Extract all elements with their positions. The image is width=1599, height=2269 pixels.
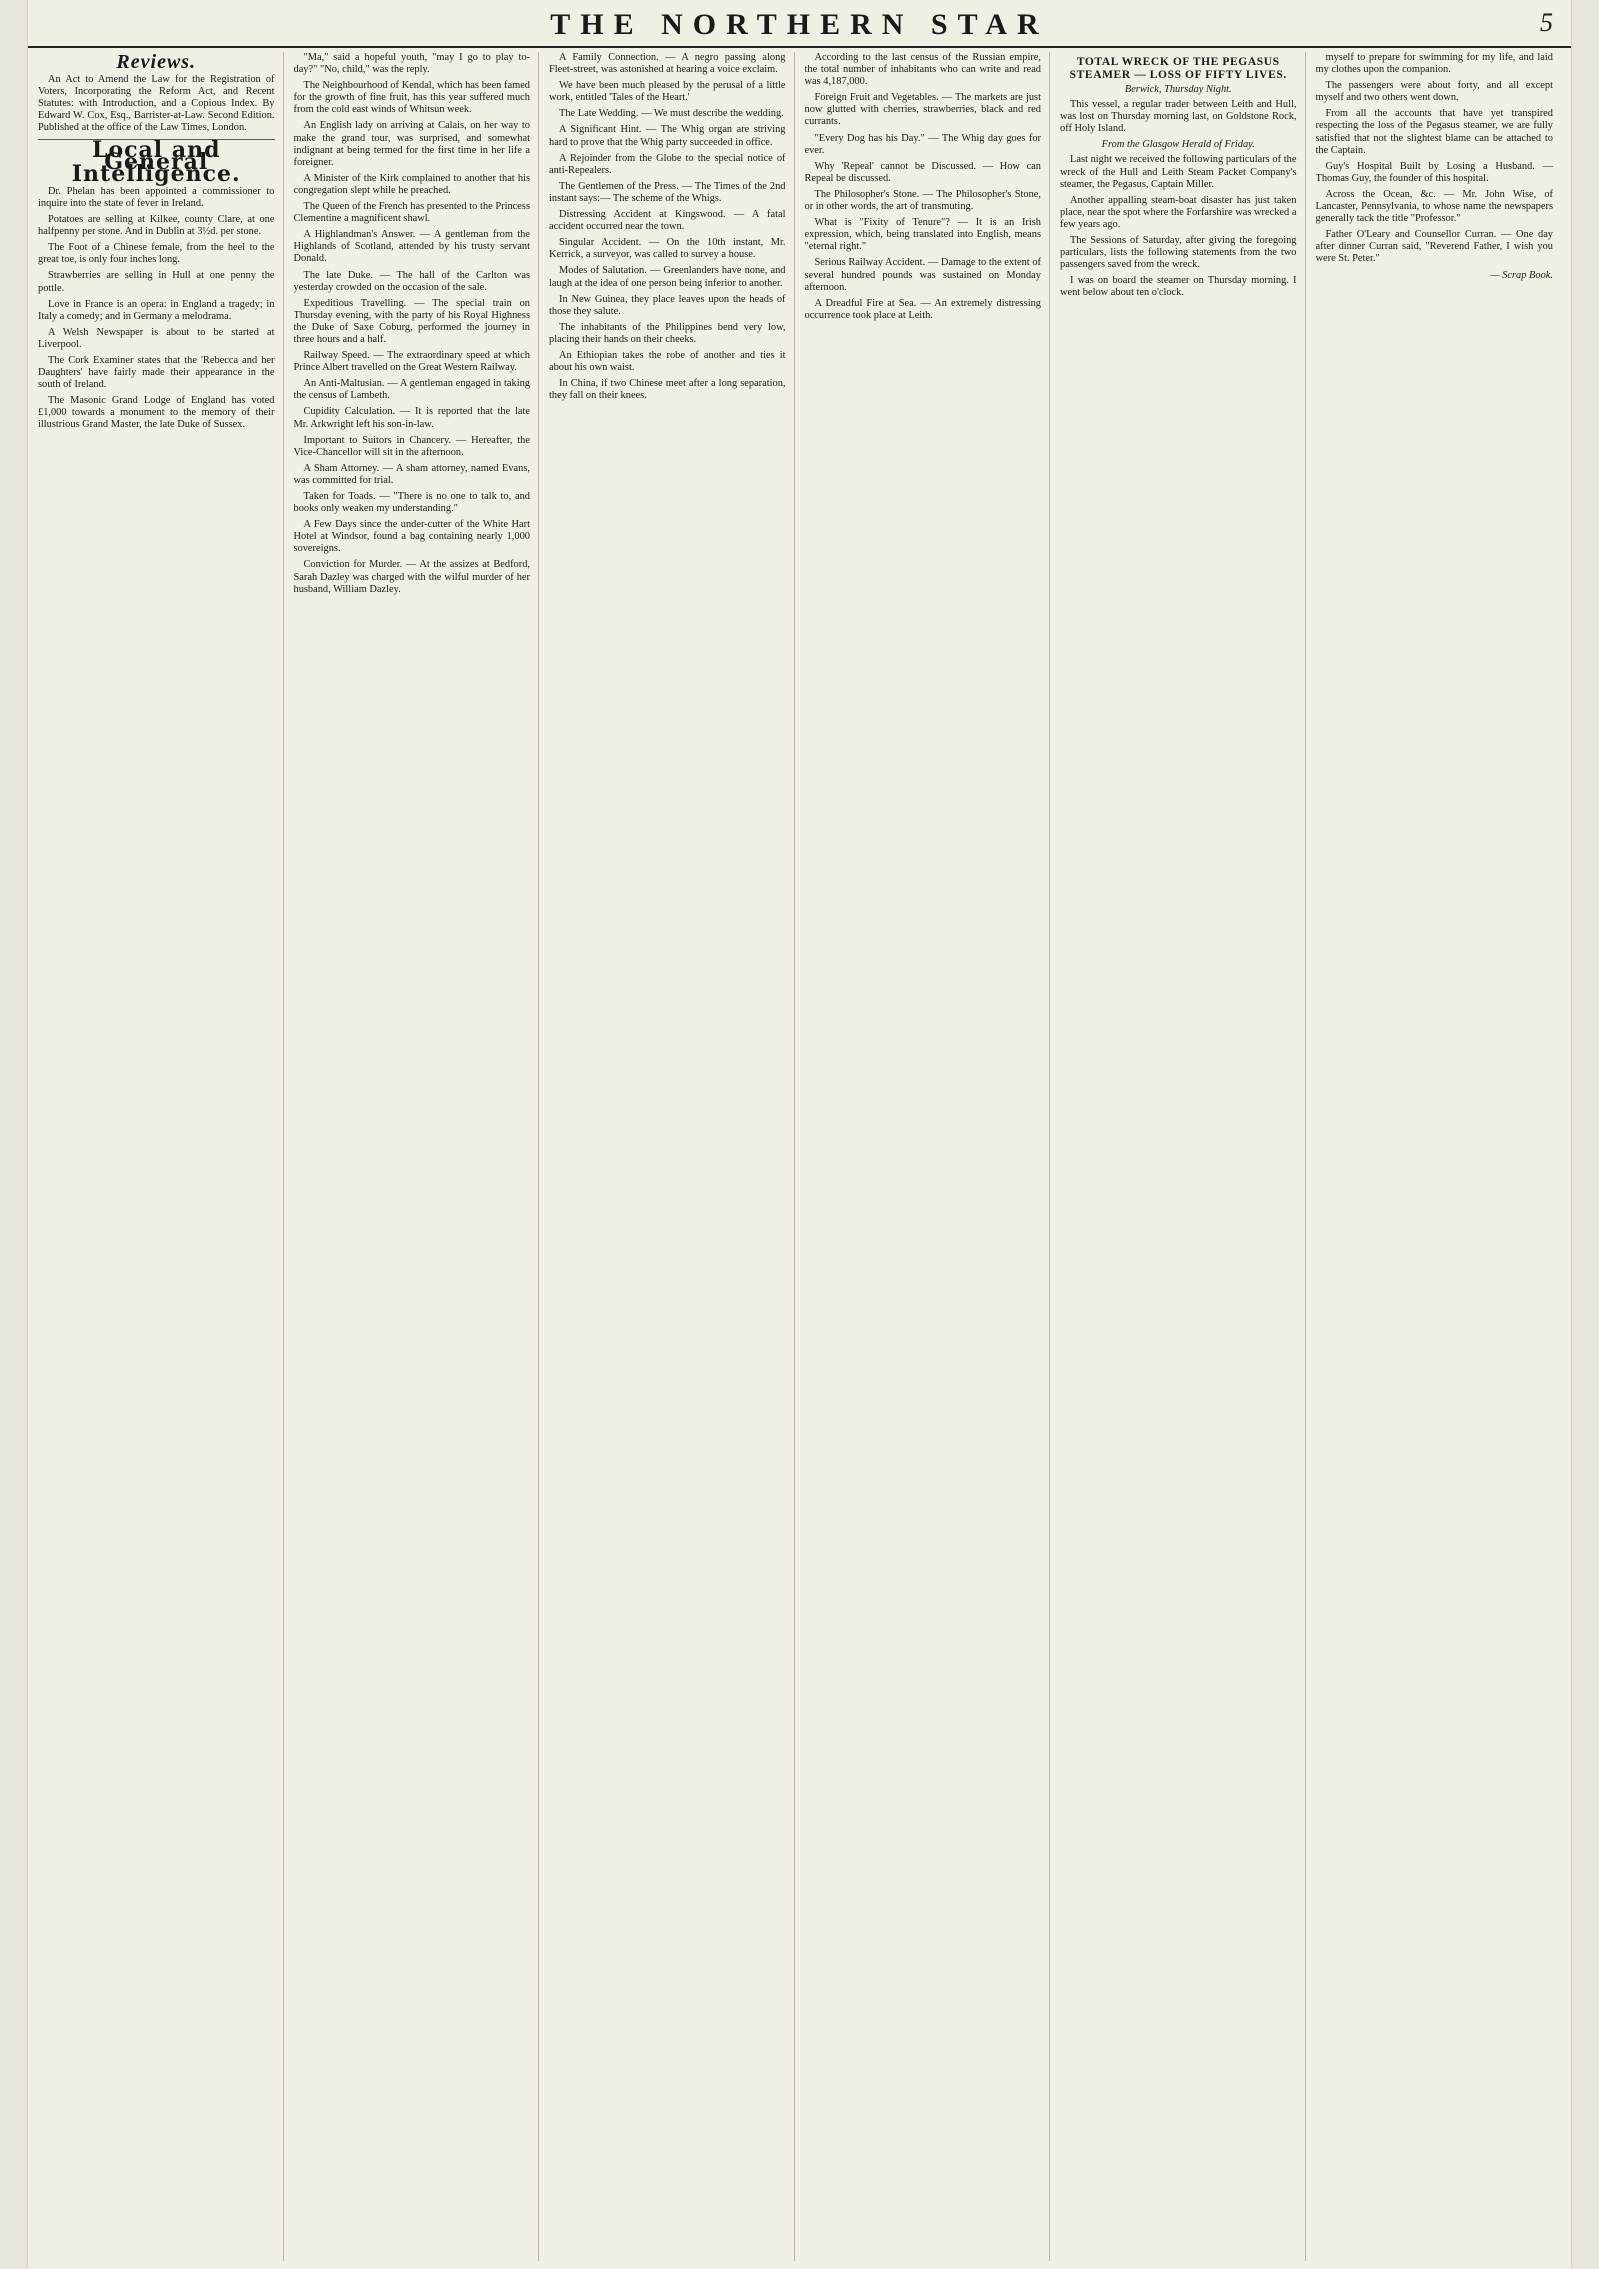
news-item: "Every Dog has his Day." — The Whig day goes for ever.: [804, 132, 1041, 156]
newspaper-title: THE NORTHERN STAR: [550, 8, 1049, 41]
news-item: An Anti-Maltusian. — A gentleman engaged in taking the census of Lambeth.: [293, 378, 530, 402]
news-item: Cupidity Calculation. — It is reported that the late Mr. Arkwright left his son-in-law.: [293, 406, 530, 430]
news-item: What is "Fixity of Tenure"? — It is an Irish expression, which, being translated into English, means "eternal right.": [804, 217, 1041, 253]
news-item: "Ma," said a hopeful youth, "may I go to play to-day?" "No, child," was the reply.: [293, 52, 530, 76]
news-item: Why 'Repeal' cannot be Discussed. — How can Repeal be discussed.: [804, 160, 1041, 184]
news-item: Strawberries are selling in Hull at one penny the pottle.: [38, 270, 275, 294]
news-item: The Late Wedding. — We must describe the wedding.: [559, 108, 784, 120]
news-item: The Queen of the French has presented to the Princess Clementine a magnificent shawl.: [293, 201, 530, 225]
news-item: An Ethiopian takes the robe of another and ties it about his own waist.: [549, 349, 786, 374]
news-item: A Few Days since the under-cutter of the White Hart Hotel at Windsor, found a bag containing nearly 1,000 sovereigns.: [293, 519, 530, 555]
column-5: [1060, 52, 1306, 2261]
news-item: This vessel, a regular trader between Leith and Hull, was lost on Thursday morning last, on Goldstone Rock, off Holy Island.: [1060, 99, 1297, 135]
news-item: The Gentlemen of the Press. — The Times of the 2nd instant says:— The scheme of the Whigs.: [549, 180, 786, 204]
news-item: Father O'Leary and Counsellor Curran. — One day after dinner Curran said, "Reverend Father, I wish you were St. Peter.": [1315, 229, 1553, 265]
news-item: The Masonic Grand Lodge of England has voted £1,000 towards a monument to the memory of their illustrious Grand Master, the late Duke of Sussex.: [38, 395, 275, 431]
reviews-heading: Reviews.: [116, 52, 197, 73]
news-item: The Sessions of Saturday, after giving the foregoing particulars, lists the following statements from the two passengers saved from the wreck.: [1060, 235, 1297, 271]
column-4: [805, 52, 1051, 2261]
news-item: Taken for Toads. — "There is no one to talk to, and books only weaken my understanding.": [293, 491, 530, 515]
news-item: Modes of Salutation. — Greenlanders have none, and laugh at the idea of one person being inferior to another.: [549, 265, 786, 289]
news-item: Guy's Hospital Built by Losing a Husband. — Thomas Guy, the founder of this hospital.: [1315, 160, 1553, 184]
columns: [38, 52, 1561, 2261]
column-1: [38, 52, 284, 2261]
news-item: The Philosopher's Stone. — The Philosopher's Stone, or in other words, the art of transmuting.: [804, 188, 1041, 213]
news-item: The Cork Examiner states that the 'Rebecca and her Daughters' have fairly made their appearance in the south of Ireland.: [38, 354, 275, 391]
news-item: Expeditious Travelling. — The special train on Thursday evening, with the party of his Royal Highness the Duke of Saxe Coburg, performed the journey in three hours and a half.: [293, 297, 530, 345]
credit-line: — Scrap Book.: [1490, 269, 1553, 281]
news-item: The Foot of a Chinese female, from the heel to the great toe, is only four inches long.: [38, 242, 275, 266]
source-line: From the Glasgow Herald of Friday.: [1101, 139, 1255, 151]
news-item: In New Guinea, they place leaves upon the heads of those they salute.: [549, 293, 786, 317]
news-item: Across the Ocean, &c. — Mr. John Wise, of Lancaster, Pennsylvania, to whose name the newspapers generally tack the title "Professor.": [1315, 188, 1553, 225]
news-item: A Family Connection. — A negro passing along Fleet-street, was astonished at hearing a voice exclaim.: [549, 52, 786, 76]
news-item: The passengers were about forty, and all except myself and two others went down.: [1315, 80, 1553, 104]
local-intelligence-heading: Local and General Intelligence.: [71, 136, 241, 187]
news-item: An English lady on arriving at Calais, on her way to make the grand tour, was surprised, and somewhat indignant at being termed for the first time in her life a foreigner.: [293, 120, 530, 168]
page-number: 5: [1540, 8, 1553, 37]
column-2: [294, 52, 540, 2261]
news-item: We have been much pleased by the perusal of a little work, entitled 'Tales of the Heart.': [549, 80, 786, 104]
news-item: I was on board the steamer on Thursday morning. I went below about ten o'clock.: [1060, 275, 1297, 299]
news-item: A Sham Attorney. — A sham attorney, named Evans, was committed for trial.: [293, 462, 530, 486]
pegasus-headline: TOTAL WRECK OF THE PEGASUS STEAMER — LOSS OF FIFTY LIVES.: [1069, 56, 1287, 81]
news-item: Railway Speed. — The extraordinary speed at which Prince Albert travelled on the Great Western Railway.: [293, 350, 530, 374]
news-item: Serious Railway Accident. — Damage to the extent of several hundred pounds was sustained on Monday afternoon.: [804, 257, 1041, 293]
news-item: A Welsh Newspaper is about to be started at Liverpool.: [38, 326, 275, 350]
news-item: The Neighbourhood of Kendal, which has been famed for the growth of fine fruit, has this year suffered much from the cold east winds of Whitsun week.: [293, 80, 530, 116]
news-item: Potatoes are selling at Kilkee, county Clare, at one halfpenny per stone. And in Dublin at 3½d. per stone.: [38, 214, 275, 238]
masthead: [28, 4, 1571, 48]
news-item: From all the accounts that have yet transpired respecting the loss of the Pegasus steamer, we are fully satisfied that not the slightest blame can be attached to the Captain.: [1315, 108, 1553, 156]
news-item: A Highlandman's Answer. — A gentleman from the Highlands of Scotland, attended by his trusty servant Donald.: [293, 229, 530, 265]
news-item: Another appalling steam-boat disaster has just taken place, near the spot where the Forfarshire was wrecked a few years ago.: [1060, 194, 1297, 230]
review-text: An Act to Amend the Law for the Registration of Voters, Incorporating the Reform Act, and Recent Statutes: with Introduction, and a Copious Index. By Edward W. Cox, Esq., Barrister-at-Law. Second Edition. Published at the office of the Law Times, London.: [38, 74, 275, 134]
column-6: [1316, 52, 1562, 2261]
news-item: Foreign Fruit and Vegetables. — The markets are just now glutted with cherries, strawberries, black and red currants.: [804, 92, 1041, 128]
news-item: A Significant Hint. — The Whig organ are striving hard to prove that the Whig party succeeded in office.: [549, 124, 786, 148]
news-item: The inhabitants of the Philippines bend very low, placing their hands on their cheeks.: [549, 321, 786, 345]
news-item: Last night we received the following particulars of the wreck of the Hull and Leith Steam Packet Company's steamer, the Pegasus, Captain Miller.: [1060, 154, 1297, 190]
news-item: Singular Accident. — On the 10th instant, Mr. Kerrick, a surveyor, was called to survey a house.: [549, 237, 786, 261]
news-item: Distressing Accident at Kingswood. — A fatal accident occurred near the town.: [549, 209, 786, 233]
news-item: myself to prepare for swimming for my life, and laid my clothes upon the companion.: [1315, 52, 1553, 76]
news-item: A Dreadful Fire at Sea. — An extremely distressing occurrence took place at Leith.: [804, 297, 1041, 321]
news-item: Love in France is an opera: in England a tragedy; in Italy a comedy; and in Germany a melodrama.: [38, 298, 275, 322]
news-item: Conviction for Murder. — At the assizes at Bedford, Sarah Dazley was charged with the wilful murder of her husband, William Dazley.: [293, 559, 530, 595]
news-item: A Minister of the Kirk complained to another that his congregation slept while he preached.: [293, 172, 530, 196]
news-item: According to the last census of the Russian empire, the total number of inhabitants who can write and read was 4,187,000.: [804, 52, 1041, 88]
news-item: Important to Suitors in Chancery. — Hereafter, the Vice-Chancellor will sit in the afternoon.: [293, 434, 530, 458]
newspaper-page: [28, 0, 1571, 2269]
column-3: [549, 52, 795, 2261]
dateline: Berwick, Thursday Night.: [1124, 84, 1232, 95]
news-item: Dr. Phelan has been appointed a commissioner to inquire into the state of fever in Ireland.: [38, 185, 275, 209]
news-item: In China, if two Chinese meet after a long separation, they fall on their knees.: [549, 378, 786, 402]
news-item: A Rejoinder from the Globe to the special notice of anti-Repealers.: [549, 152, 786, 176]
news-item: The late Duke. — The hall of the Carlton was yesterday crowded on the occasion of the sale.: [293, 269, 530, 293]
